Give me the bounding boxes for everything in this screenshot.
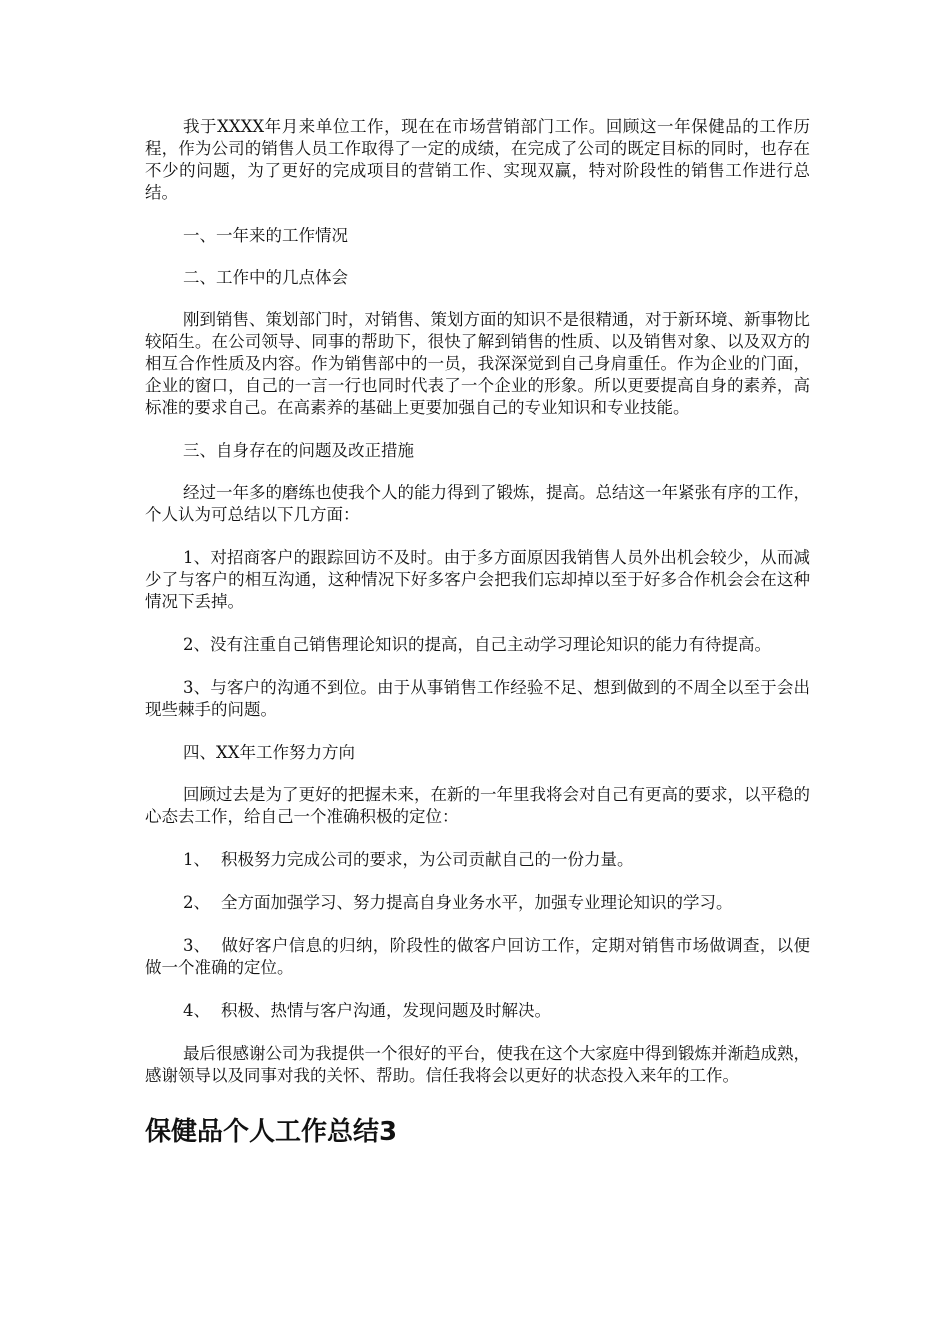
list-number: 1、 xyxy=(183,850,210,869)
list-number: 3、 xyxy=(183,936,210,955)
paragraph-closing: 最后很感谢公司为我提供一个很好的平台，使我在这个大家庭中得到锻炼并渐趋成熟，感谢领导以及同事对我的关怀、帮助。信任我将会以更好的状态投入来年的工作。 xyxy=(145,1044,810,1085)
heading-work-situation: 一、一年来的工作情况 xyxy=(183,226,348,245)
list-text: 做好客户信息的归纳，阶段性的做客户回访工作，定期对销售市场做调查，以便做一个准确的定位。 xyxy=(145,936,810,977)
paragraph-experience: 刚到销售、策划部门时，对销售、策划方面的知识不是很精通，对于新环境、新事物比较陌生。在公司领导、同事的帮助下，很快了解到销售的性质、以及销售对象、以及双方的相互合作性质及内容。作为销售部中的一员，我深深觉到自己身肩重任。作为企业的门面，企业的窗口，自己的一言一行也同时代表了一个企业的形象。所以更要提高自身的素养，高标准的要求自己。在高素养的基础上更要加强自己的专业知识和专业技能。 xyxy=(145,310,810,417)
list-item-4 xyxy=(145,1000,810,1022)
list-item-3 xyxy=(145,935,810,979)
list-item-1 xyxy=(145,849,810,871)
heading-direction: 四、XX年工作努力方向 xyxy=(183,743,355,762)
list-text: 积极努力完成公司的要求，为公司贡献自己的一份力量。 xyxy=(221,850,634,869)
list-text: 全方面加强学习、努力提高自身业务水平，加强专业理论知识的学习。 xyxy=(221,893,733,912)
paragraph-intro: 我于XXXX年月来单位工作，现在在市场营销部门工作。回顾这一年保健品的工作历程，作为公司的销售人员工作取得了一定的成绩，在完成了公司的既定目标的同时，也存在不少的问题，为了更好的完成项目的营销工作、实现双赢，特对阶段性的销售工作进行总结。 xyxy=(145,117,810,202)
paragraph-problem-1: 1、对招商客户的跟踪回访不及时。由于多方面原因我销售人员外出机会较少，从而减少了与客户的相互沟通，这种情况下好多客户会把我们忘却掉以至于好多合作机会会在这种情况下丢掉。 xyxy=(145,548,810,611)
paragraph-problems-intro: 经过一年多的磨练也使我个人的能力得到了锻炼，提高。总结这一年紧张有序的工作，个人认为可总结以下几方面： xyxy=(145,483,810,524)
list-number: 2、 xyxy=(183,893,210,912)
heading-problems: 三、自身存在的问题及改正措施 xyxy=(183,441,414,460)
list-number: 4、 xyxy=(183,1001,210,1020)
list-item-2 xyxy=(145,892,810,914)
document-page xyxy=(145,116,810,1149)
paragraph-problem-2: 2、没有注重自己销售理论知识的提高，自己主动学习理论知识的能力有待提高。 xyxy=(183,635,771,654)
list-text: 积极、热情与客户沟通，发现问题及时解决。 xyxy=(221,1001,551,1020)
paragraph-problem-3: 3、与客户的沟通不到位。由于从事销售工作经验不足、想到做到的不周全以至于会出现些棘手的问题。 xyxy=(145,678,810,719)
section-title: 保健品个人工作总结3 xyxy=(145,1117,398,1147)
paragraph-direction-intro: 回顾过去是为了更好的把握未来，在新的一年里我将会对自己有更高的要求，以平稳的心态去工作，给自己一个准确积极的定位： xyxy=(145,785,810,826)
heading-experience: 二、工作中的几点体会 xyxy=(183,268,348,287)
